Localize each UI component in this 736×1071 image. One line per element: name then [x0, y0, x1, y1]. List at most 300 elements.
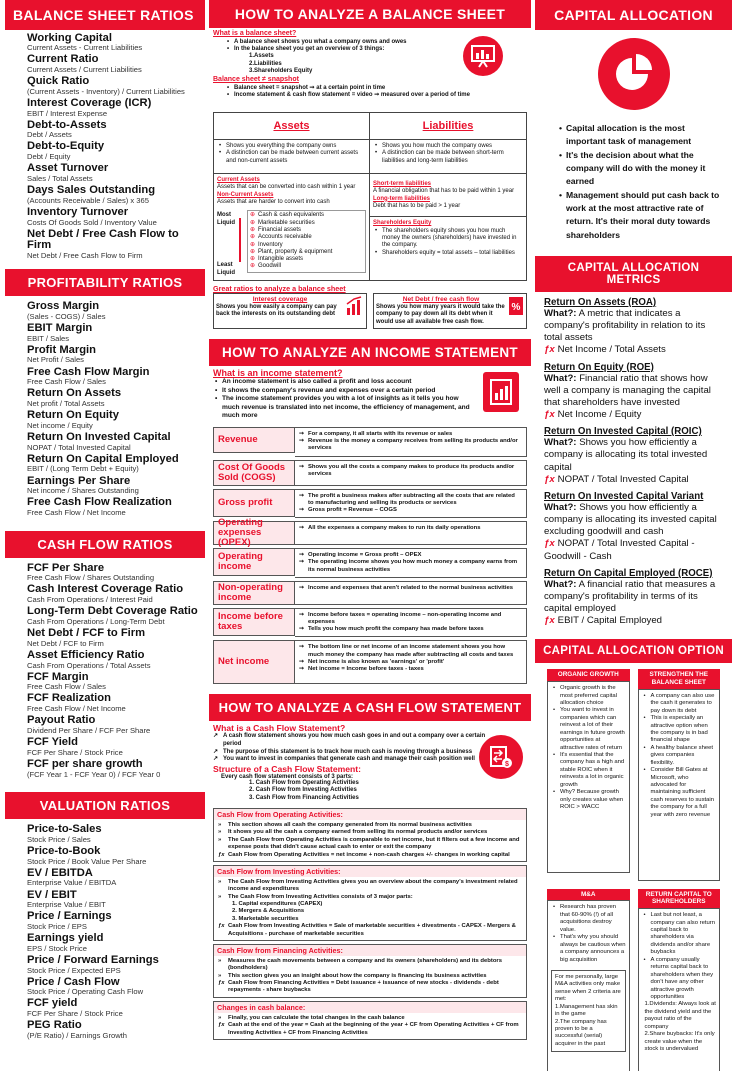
ratio-item	[5, 76, 205, 95]
arrow-icon: ➞	[299, 438, 304, 445]
ratio-item	[5, 715, 205, 734]
metric-formula	[544, 344, 726, 356]
income-row-text	[295, 640, 527, 684]
cf-what-title: What is a Cash Flow Statement?	[213, 723, 346, 734]
bullet-point: • It shows the company's revenue and expenses over a certain period	[213, 387, 475, 396]
what-label: What?:	[544, 501, 577, 513]
metric-item	[544, 426, 726, 486]
ratio-item	[5, 563, 205, 582]
arrow-point: ↗ You want to invest in companies that generate cash and manage their cash position well	[213, 756, 475, 763]
income-row-text	[295, 581, 527, 605]
cf-changes-title: Changes in cash balance:	[214, 1002, 526, 1013]
bullet-point: • The income statement provides you with a lot of insights as it tells you how much revenue is translated into net income, the efficiency of management, and much more	[213, 395, 475, 421]
cf-financing-title: Cash Flow from Financing Activities:	[214, 945, 526, 956]
income-row-point: ➞ Tells you how much profit the company has made before taxes	[299, 626, 484, 633]
ratio-item	[5, 54, 205, 73]
arrow-point-text: You want to invest in companies that generate cash and manage their cash position well	[223, 756, 475, 763]
valuation-ratios-list	[5, 824, 205, 1039]
ratio-formula: Dividend Per Share / FCF Per Share	[27, 725, 151, 735]
cf-item: 2. Mergers & Acquisitions	[232, 908, 305, 915]
income-row-point: ➞ The operating income shows you how much money a company earns from its normal business activities	[299, 559, 518, 573]
formula-line: ƒx Cash Flow from Financing Activities = Debt issuance + issuance of new stocks - dividends - debt repayments - share buybacks	[218, 980, 499, 994]
ratio-name: Working Capital	[27, 31, 112, 44]
formula-icon: ƒx	[544, 615, 555, 627]
income-row-text	[295, 548, 527, 578]
ratio-name: Profit Margin	[27, 343, 96, 356]
income-row-point: ➞ The bottom line or net income of an income statement shows you how much money the company has made after subtracting all costs and taxes	[299, 644, 514, 658]
ratio-item	[5, 410, 205, 429]
ratio-item	[5, 367, 205, 386]
ratio-formula: Costs Of Goods Sold / Inventory Value	[27, 217, 157, 227]
arrow-icon: ➞	[299, 644, 304, 651]
bullet-point: • The shareholders equity shows you how much money the owners (shareholders) have invested in the company.	[373, 228, 523, 250]
arrow-icon: ➞	[299, 525, 304, 532]
formula-line: ƒx Cash at the end of the year = Cash at the beginning of the year + CF from Operating Activities + CF from Investing Activities + CF from Financing Activities	[218, 1022, 519, 1036]
ratio-name: Gross Margin	[27, 300, 100, 313]
arrow-icon: »	[218, 972, 222, 979]
ratio-name: Earnings yield	[27, 932, 104, 945]
cf-investing	[213, 865, 527, 941]
ratio-formula: Free Cash Flow / Sales	[27, 682, 106, 692]
ratio-item	[5, 759, 205, 778]
income-row-text	[295, 427, 527, 457]
what-label: What?:	[544, 307, 577, 319]
ratio-formula: Net Debt / FCF to Firm	[27, 638, 104, 648]
plus-circle-icon: ⊕	[250, 248, 256, 255]
plus-circle-icon: ⊕	[250, 256, 256, 263]
metric-heading: Return On Assets (ROA)	[544, 296, 657, 308]
liquidity-list	[247, 210, 366, 273]
ratio-formula: Free Cash Flow / Sales	[27, 377, 106, 387]
ratio-name: Net Debt / Free Cash Flow to Firm	[27, 227, 179, 251]
ratio-name: Free Cash Flow Realization	[27, 496, 172, 509]
income-row-point: ➞ Revenue is the money a company receives from selling its products and/or services	[299, 438, 518, 452]
metric-formula-text: NOPAT / Total Invested Capital - Goodwill - Cash	[544, 538, 695, 562]
ratio-item	[5, 846, 205, 865]
ratio-item	[5, 120, 205, 139]
cf-point: » The Cash Flow from Operating Activities is comparable to net income, but it filters out a few income and expense posts that didn't cause actual cash to enter or exit the company	[218, 836, 520, 851]
list-line: 1. Cash Flow from Operating Activities	[249, 779, 359, 786]
cf-operating	[213, 808, 527, 862]
ratio-formula: Current Assets / Current Liabilities	[27, 65, 142, 74]
arrow-icon: ➞	[299, 431, 304, 437]
ratio-formula: (Accounts Receivable / Sales) x 365	[27, 195, 149, 205]
income-row-point: ➞ Operating income = Gross profit – OPEX	[299, 552, 422, 559]
income-row-point: ➞ Income and expenses that aren't related to the normal business activities	[299, 584, 514, 591]
capital-allocation-points	[557, 122, 722, 242]
ratio-item	[5, 650, 205, 669]
ratio-name: Price / Forward Earnings	[27, 953, 159, 966]
ratio-formula: Stock Price / Expected EPS	[27, 965, 121, 975]
ratio-formula: (P/E Ratio) / Earnings Growth	[27, 1030, 128, 1040]
arrow-icon: ➞	[299, 658, 304, 665]
ratio-name: Payout Ratio	[27, 714, 96, 727]
ratio-item	[5, 584, 205, 603]
liquid-item: ⊕ Cash & cash equivalents	[250, 212, 325, 219]
income-statement-header: HOW TO ANALYZE AN INCOME STATEMENT	[209, 339, 531, 366]
income-row-point: ➞ Gross profit = Revenue – COGS	[299, 507, 397, 514]
arrow-icon: ➞	[299, 463, 304, 470]
income-row-text	[295, 608, 527, 638]
cf-structure-items	[249, 780, 527, 803]
metric-heading: Return On Invested Capital Variant	[544, 490, 704, 502]
arrow-icon: ➞	[299, 611, 304, 618]
cash-flow-ratios-header: CASH FLOW RATIOS	[5, 531, 205, 558]
bullet-point: • It's essential that the company has a high and stable ROIC when it reinvests a lot in organic growth	[551, 752, 626, 789]
bullet-point: • Management should put cash back to work at the most attractive rate of return. It's their moral duty towards shareholders	[557, 189, 722, 242]
ratio-name: Earnings Per Share	[27, 474, 131, 487]
income-row	[213, 640, 527, 684]
bullet-point: • Shareholders equity = total assets – total liabilities	[373, 250, 523, 257]
ratio-name: Price-to-Sales	[27, 823, 102, 836]
bullet-point: • That's why you should always be cautious when a company announces a big acquisition	[551, 934, 626, 964]
ratio-name: Free Cash Flow Margin	[27, 365, 150, 378]
plus-circle-icon: ⊕	[250, 263, 256, 270]
ratio-item	[5, 1020, 205, 1039]
bullet-point: • A company can also use the cash it generates to pay down its debt	[642, 693, 717, 715]
ratio-formula: Net income / Equity	[27, 420, 93, 430]
plus-circle-icon: ⊕	[250, 234, 256, 241]
ratio-item	[5, 824, 205, 843]
balance-ratios-list	[5, 33, 205, 260]
cf-investing-title: Cash Flow from Investing Activities:	[214, 866, 526, 877]
arrow-point-text: A cash flow statement shows you how much cash goes in and out a company over a certain period	[223, 733, 486, 747]
cf-point: » Finally, you can calculate the total changes in the cash balance	[218, 1014, 405, 1021]
bs-what-1: • A balance sheet shows you what a company owns and owes	[225, 39, 465, 46]
plus-circle-icon: ⊕	[250, 241, 256, 248]
metric-formula	[544, 615, 726, 627]
great-ratios	[213, 284, 527, 329]
income-row	[213, 427, 527, 457]
ratio-formula: Debt / Assets	[27, 130, 72, 140]
cf-item: 3. Marketable securities	[232, 915, 299, 922]
list-line: 2.The company has proven to be a successful (serial) acquirer in the past	[555, 1018, 607, 1047]
formula-text: Cash Flow from Investing Activities = Sale of marketable securities + divestments - CAPEX - Mergers & Acquisitions - purchase of marketable securities	[228, 923, 516, 937]
ratio-formula: Net Debt / Free Cash Flow to Firm	[27, 250, 143, 260]
liabilities-points	[370, 140, 527, 174]
what-label: What?:	[544, 437, 577, 449]
arrow-icon: ➞	[299, 666, 304, 673]
ratio-name: Price / Earnings	[27, 910, 112, 923]
income-row	[213, 517, 527, 549]
cf-operating-title: Cash Flow from Operating Activities:	[214, 809, 526, 820]
metric-formula-text: Net Income / Equity	[557, 409, 642, 421]
ratio-name: Return On Equity	[27, 409, 119, 422]
bullet-point: • Consider Bill Gates at Microsoft, who advocated for maintaining sufficient cash reserves to sustain the company for a full year with zero revenue	[642, 767, 717, 819]
metric-what-text: Shows you how efficiently a company is allocating its total invested capital	[544, 437, 708, 473]
income-row-point: ➞ The profit a business makes after subtracting all the costs that are related to manufacturing and selling its products or services	[299, 492, 515, 506]
income-row-point: ➞ Shows you all the costs a company makes to produce its products and/or services	[299, 463, 515, 477]
ratio-formula: Current Assets - Current Liabilities	[27, 43, 143, 53]
ratio-item	[5, 163, 205, 182]
m-and-a-card: M&A • Research has proven that 60-90% (!) of all acquisitions destroy value. • That's why you should always be cautious when a company announces a big acquisition For me personally, large M&A activities only make sense when 2 criteria are met: 1.Management has skin in the game 2.The company has proven to be a successful (serial) acquirer in the past	[547, 889, 630, 1071]
formula-text: Cash Flow from Operating Activities = net income + non-cash charges +/- changes in working capital	[228, 851, 510, 858]
ratio-item	[5, 737, 205, 756]
ratio-name: Net Debt / FCF to Firm	[27, 627, 146, 640]
formula-icon: ƒx	[544, 344, 555, 356]
arrow-icon: ➞	[299, 559, 304, 566]
ratio-item	[5, 693, 205, 712]
ratio-formula: Cash From Operations / Long-Term Debt	[27, 616, 165, 626]
ratio-item	[5, 977, 205, 996]
metric-what	[544, 437, 726, 474]
ratio-item	[5, 497, 205, 516]
liquid-item: ⊕ Plant, property & equipment	[250, 248, 333, 255]
ratio-name: FCF per share growth	[27, 757, 143, 770]
income-intro	[209, 366, 531, 424]
ratio-item	[5, 606, 205, 625]
arrow-icon: ➞	[299, 507, 304, 514]
ratio-formula: Enterprise Value / EBITDA	[27, 878, 117, 888]
ratio-name: Debt-to-Equity	[27, 140, 105, 153]
return-capital-card: RETURN CAPITAL TO SHAREHOLDERS • Last but not least, a company can also return capital back to shareholders via dividends and/or share buybacks • A company usually returns capital back to shareholders when they don't have any other attractive growth opportunities 1.Dividends: Always look at the dividend yield and the payout ratio of the company 2.Share buybacks: It's only create value when the stock is undervalued	[638, 889, 721, 1071]
ratio-formula: (Sales - COGS) / Sales	[27, 311, 106, 321]
metric-what-text: A metric that indicates a company's profitability in relation to its total assets	[544, 307, 706, 344]
formula-line: ƒx Cash Flow from Operating Activities = net income + non-cash charges +/- changes in working capital	[218, 851, 510, 858]
metric-heading: Return On Equity (ROE)	[544, 361, 654, 373]
plus-circle-icon: ⊕	[250, 219, 256, 226]
cf-point: » The Cash Flow from Investing Activities gives you an overview about the company's investment related income and expenditures	[218, 878, 518, 893]
arrow-icon: ➞	[299, 552, 304, 559]
ratio-name: Price / Cash Flow	[27, 975, 120, 988]
bullet-point: • Last but not least, a company can also return capital back to shareholders via dividends and/or share buybacks	[642, 912, 717, 957]
cf-item: 1. Capital expenditures (CAPEX)	[232, 901, 323, 908]
arrow-icon: ➞	[299, 584, 304, 591]
ratio-name: FCF Yield	[27, 736, 78, 749]
metric-what	[544, 373, 726, 410]
ratio-item	[5, 672, 205, 691]
liquid-item: ⊕ Intangible assets	[250, 256, 304, 263]
metric-formula	[544, 538, 726, 562]
bullet-point: • Why? Because growth only creates value when ROIC > WACC	[551, 789, 626, 811]
ratio-formula: NOPAT / Total Invested Capital	[27, 442, 131, 452]
metric-what	[544, 579, 726, 616]
plus-circle-icon: ⊕	[250, 226, 256, 233]
cf-point: » Measures the cash movements between a company and its owners (shareholders) and its debtors (bondholders)	[218, 957, 502, 972]
cash-flow-statement-header: HOW TO ANALYZE A CASH FLOW STATEMENT	[209, 694, 531, 721]
liquid-item: ⊕ Accounts receivable	[250, 234, 312, 241]
svg-text:%: %	[511, 302, 521, 313]
bs-what-2: • In the balance sheet you get an overview of 3 things:	[225, 46, 465, 53]
income-row-label: Operating expenses (OPEX)	[213, 521, 295, 545]
metric-what-text: Shows you how efficiently a company is allocating its invested capital excluding goodwill and cash	[544, 501, 717, 538]
income-row-label: Cost Of Goods Sold (COGS)	[213, 460, 295, 486]
valuation-ratios-header: VALUATION RATIOS	[5, 792, 205, 819]
arrow-point: ↗ The purpose of this statement is to track how much cash is moving through a business	[213, 748, 473, 755]
cf-points	[213, 733, 501, 763]
ratio-item	[5, 933, 205, 952]
liquidity-axis: Most Liquid Least Liquid	[217, 210, 247, 273]
arrow-icon: »	[218, 1014, 222, 1021]
formula-icon: ƒx	[544, 538, 555, 550]
interest-coverage-card: Interest coverage Shows you how easily a company can pay back the interests on its outstanding debt	[213, 293, 367, 329]
bullet-point: • Research has proven that 60-90% (!) of all acquisitions destroy value.	[551, 904, 626, 934]
income-row-point: ➞ Income before taxes = operating income – non-operating income and expenses	[299, 611, 502, 626]
metric-what-text: Financial ratio that shows how well a company is managing the capital that shareholders have invested	[544, 372, 711, 408]
ratio-formula: Net profit / Total Assets	[27, 399, 105, 409]
metric-formula-text: NOPAT / Total Invested Capital	[557, 473, 689, 485]
cf-point: » It shows you all the cash a company earned from selling its normal products and/or services	[218, 829, 488, 836]
cf-point: » This section shows all cash the company generated from its normal business activities	[218, 822, 472, 829]
ratio-item	[5, 388, 205, 407]
capital-allocation-option-header: CAPITAL ALLOCATION OPTION	[535, 639, 732, 663]
metric-heading: Return On Invested Capital (ROIC)	[544, 426, 702, 438]
ratio-name: EBIT Margin	[27, 321, 93, 334]
what-label: What?:	[544, 372, 577, 384]
bullet-point: • Capital allocation is the most important task of management	[557, 122, 722, 149]
ratio-name: Current Ratio	[27, 53, 99, 66]
net-debt-card: Net Debt / free cash flow Shows you how many years it would take the company to pay down all its debt when it would use all available free cash flow. %	[373, 293, 527, 329]
metric-formula	[544, 474, 726, 486]
arrow-icon: »	[218, 829, 222, 836]
income-row-label: Operating income	[213, 548, 295, 576]
column-capital-allocation	[535, 0, 732, 1071]
list-line: 3. Cash Flow from Financing Activities	[249, 795, 359, 802]
bullet-point: • Shows you everything the company owns	[217, 143, 366, 150]
assets-liabilities-table	[213, 112, 527, 281]
ratio-item	[5, 628, 205, 647]
income-row-label: Non-operating income	[213, 581, 295, 605]
capital-allocation-header: CAPITAL ALLOCATION	[535, 0, 732, 30]
ratio-item	[5, 229, 205, 260]
ratio-name: EV / EBIT	[27, 888, 77, 901]
cf-structure-title: Structure of a Cash Flow Statement:	[213, 763, 362, 774]
liabilities-heading-cell: Liabilities	[370, 112, 527, 140]
liquid-item: ⊕ Financial assets	[250, 226, 302, 233]
arrow-icon: ➞	[299, 626, 304, 633]
plus-circle-icon: ⊕	[250, 212, 256, 219]
ratio-formula: Stock Price / EPS	[27, 922, 87, 931]
ratio-item	[5, 207, 205, 226]
ratio-formula: Net Profit / Sales	[27, 355, 84, 365]
formula-text: Cash Flow from Financing Activities = Debt issuance + issuance of new stocks - dividends - debt repayments - share buybacks	[228, 980, 499, 994]
ratio-name: FCF Per Share	[27, 561, 105, 574]
metric-what-text: A financial ratio that measures a company's profitability in terms of its capital employed	[544, 578, 716, 615]
capital-allocation-metrics-header: CAPITAL ALLOCATION METRICS	[535, 256, 732, 292]
bs-snap-2: • Income statement & cash flow statement = video ➞ measured over a period of time	[225, 92, 527, 99]
ratio-item	[5, 998, 205, 1017]
metric-formula-text: EBIT / Capital Employed	[557, 615, 663, 627]
income-rows	[213, 427, 527, 684]
ratio-formula: Stock Price / Operating Cash Flow	[27, 987, 144, 997]
metrics-list	[535, 297, 732, 628]
assets-heading-cell: Assets	[213, 112, 370, 140]
balance-sheet-header: HOW TO ANALYZE A BALANCE SHEET	[209, 0, 531, 28]
ratio-formula: Sales / Total Assets	[27, 173, 93, 183]
arrow-icon: »	[218, 822, 222, 829]
metric-item	[544, 362, 726, 422]
liquid-item: ⊕ Inventory	[250, 241, 283, 248]
income-row-point: ➞ Net income is also known as 'earnings' or 'profit'	[299, 658, 445, 665]
ratio-item	[5, 345, 205, 364]
column-statements	[209, 0, 531, 1071]
formula-text: Cash at the end of the year = Cash at the beginning of the year + CF from Operating Activities + CF from Investing Activities + CF from Financing Activities	[228, 1022, 519, 1036]
formula-icon: ƒx	[544, 473, 555, 485]
income-row-text	[295, 489, 527, 519]
metric-item	[544, 297, 726, 357]
ratio-item	[5, 301, 205, 320]
cf-financing	[213, 944, 527, 998]
ratio-item	[5, 432, 205, 451]
organic-growth-card: ORGANIC GROWTH • Organic growth is the most preferred capital allocation choice • You want to invest in companies which can reinvest a lot of their earnings in future growth opportunities at attractive rates of return • It's essential that the company has a high and stable ROIC when it reinvests a lot in organic growth • Why? Because growth only creates value when ROIC > WACC	[547, 669, 630, 880]
income-row-point: ➞ Net income = Income before taxes - taxes	[299, 666, 424, 673]
chart-presentation-icon	[463, 36, 503, 76]
list-line: 1.Assets	[249, 53, 274, 60]
ratio-formula: EBIT / Interest Expense	[27, 108, 108, 118]
cf-changes	[213, 1001, 527, 1040]
bullet-point: • A healthy balance sheet gives companies flexibility.	[642, 745, 717, 767]
income-row-text	[295, 521, 527, 545]
bullet-point: • Organic growth is the most preferred capital allocation choice	[551, 685, 626, 707]
metric-what	[544, 502, 726, 539]
list-line: 2.Share buybacks: It's only create value when the stock is undervalued	[644, 1031, 715, 1053]
bullet-point: • Shows you how much the company owes	[373, 143, 523, 150]
options-grid	[547, 669, 720, 1071]
arrow-icon: »	[218, 878, 222, 885]
metric-what	[544, 308, 726, 345]
ratio-name: Debt-to-Assets	[27, 118, 107, 131]
ratio-name: Asset Turnover	[27, 162, 109, 175]
bs-snap-1: • Balance sheet = snapshot ➞ at a certain point in time	[225, 85, 527, 92]
ratio-formula: Net income / Shares Outstanding	[27, 486, 139, 496]
income-row-label: Revenue	[213, 427, 295, 453]
ratio-name: FCF Margin	[27, 670, 89, 683]
bullet-point: • An income statement is also called a profit and loss account	[213, 378, 475, 387]
ratio-item	[5, 911, 205, 930]
ratio-name: Long-Term Debt Coverage Ratio	[27, 605, 198, 618]
income-row-point: ➞ For a company, it all starts with its revenue or sales	[299, 431, 453, 437]
column-ratios	[5, 0, 205, 1071]
cf-point: » This section gives you an insight about how the company is financing its business activities	[218, 972, 487, 979]
is-points	[213, 378, 475, 421]
ratio-name: FCF Realization	[27, 692, 111, 705]
income-row	[213, 608, 527, 638]
metric-item	[544, 568, 726, 628]
ratio-name: Days Sales Outstanding	[27, 184, 156, 197]
document-chart-icon	[483, 372, 519, 412]
ratio-formula: Stock Price / Book Value Per Share	[27, 856, 147, 866]
income-row-label: Income before taxes	[213, 608, 295, 636]
bs-what-title: What is a balance sheet?	[213, 30, 297, 37]
arrow-point-text: The purpose of this statement is to track how much cash is moving through a business	[223, 748, 473, 755]
ratio-name: Quick Ratio	[27, 75, 90, 88]
is-what-title: What is an income statement?	[213, 368, 343, 378]
ratio-item	[5, 185, 205, 204]
bar-growth-icon	[346, 296, 364, 316]
income-row-point: ➞ All the expenses a company makes to run its daily operations	[299, 525, 481, 532]
bullet-point: • It's the decision about what the company will do with the money it earned	[557, 149, 722, 189]
ratio-formula: Cash From Operations / Total Assets	[27, 660, 151, 670]
ratio-name: Inventory Turnover	[27, 205, 129, 218]
list-line: 2.Liabilities	[249, 60, 282, 67]
ratio-item	[5, 476, 205, 495]
formula-line: ƒx Cash Flow from Investing Activities = Sale of marketable securities + divestments - CAPEX - Mergers & Acquisitions - purchase of marketable securities	[218, 923, 516, 937]
cf-point: » The Cash Flow from Investing Activities consists of 3 major parts:	[218, 893, 413, 900]
ratio-formula: EBIT / (Long Term Debt + Equity)	[27, 464, 139, 474]
ratio-name: EV / EBITDA	[27, 866, 93, 879]
ratio-formula: Cash From Operations / Interest Paid	[27, 595, 153, 605]
ratio-item	[5, 955, 205, 974]
arrow-icon: ➞	[299, 492, 304, 499]
list-line: 2. Cash Flow from Investing Activities	[249, 787, 357, 794]
assets-detail: Current Assets Assets that can be converted into cash within 1 year Non-Current Assets Assets that are harder to convert into cash Most Liquid Least Liquid ⊕ Cash & cash equivalents ⊕ Marketable securities ⊕ Financial assets ⊕ Accounts receivable ⊕ Inventory ⊕ Plant, property & equipment ⊕ Intangible assets ⊕ Goodwill	[213, 174, 370, 281]
ratio-item	[5, 890, 205, 909]
bullet-point: • This is especially an attractive option when the company is in bad financial shape	[642, 715, 717, 745]
bullet-point: • You want to invest in companies which can reinvest a lot of their earnings in future growth opportunities at attractive rates of return	[551, 707, 626, 752]
pie-chart-icon	[535, 38, 732, 110]
liquid-item: ⊕ Goodwill	[250, 263, 282, 270]
ratio-name: Asset Efficiency Ratio	[27, 648, 145, 661]
